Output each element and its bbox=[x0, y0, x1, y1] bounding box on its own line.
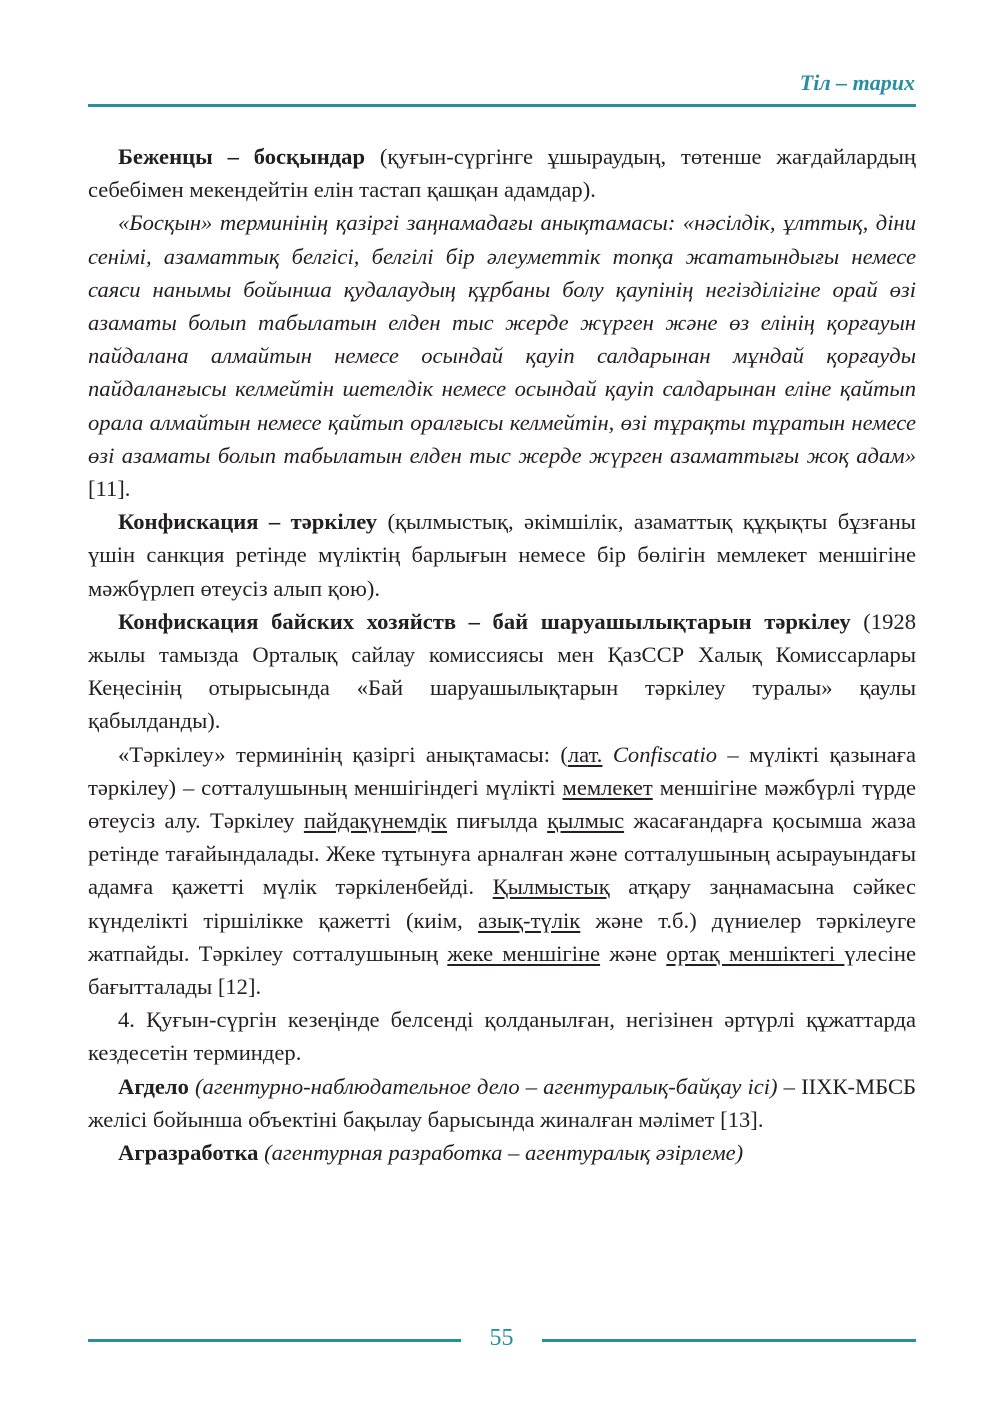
definition-confiscation: (қылмыстық, әкімшілік, азаматтық құқықты бұзғаны үшін санкция ретінде мүліктің барлығын немесе бір бөлігін мемлекет меншігіне мәжбүрлеп өтеусіз алып қою). bbox=[88, 509, 916, 601]
text-segment: жасағандарға қосымша жаза ретінде тағайындалады. Жеке тұтынуға арналған және сотталушының асырауындағы адамға қажетті мүлік тәркіленбейді. bbox=[88, 808, 916, 900]
text-segment: үлесіне бағытталады [12]. bbox=[88, 940, 916, 1000]
translation-agdelo: (агентурно-наблюдательное дело – агентуралық-байқау ісі) bbox=[188, 1073, 778, 1099]
definition-refugees: (қуғын-сүргінге ұшыраудың, төтенше жағдайлардың себебімен мекендейтін елін тастап қашқан адамдар). bbox=[88, 144, 916, 203]
paragraph-agdelo bbox=[88, 1070, 916, 1136]
link-common-property[interactable]: ортақ меншіктегі bbox=[666, 940, 845, 966]
link-state[interactable]: мемлекет bbox=[562, 774, 653, 800]
term-confiscation: Конфискация – тәркілеу bbox=[118, 509, 378, 535]
link-food[interactable]: азық-түлік bbox=[477, 907, 581, 933]
page-number: 55 bbox=[489, 1325, 514, 1351]
latin-word: Confiscatio bbox=[612, 741, 718, 767]
paragraph-confiscation bbox=[88, 505, 916, 605]
link-profit[interactable]: пайдақүнемдік bbox=[303, 808, 448, 834]
text-segment: меншігіне мәжбүрлі түрде өтеусіз алу. Тәркілеу bbox=[88, 774, 916, 834]
paragraph-refugees bbox=[88, 140, 916, 206]
paragraph-confiscation-modern bbox=[88, 738, 916, 1004]
definition-bai-confiscation: (1928 жылы тамызда Орталық сайлау комиссиясы мен ҚазССР Халық Комиссарлары Кеңесінің отырысында «Бай шаруашылықтарын тәркілеу туралы» қаулы қабылданды). bbox=[88, 608, 916, 734]
page-body bbox=[88, 140, 916, 1169]
running-header-title: Тіл – тарих bbox=[799, 70, 915, 95]
link-latin[interactable]: лат. bbox=[567, 741, 603, 767]
text-segment: және т.б.) дүниелер тәркілеуге жатпайды. Тәркілеу сотталушының bbox=[88, 907, 916, 966]
text-segment bbox=[602, 742, 612, 767]
paragraph-refugee-legal-definition bbox=[88, 206, 916, 505]
footer-divider-right bbox=[542, 1339, 916, 1342]
paragraph-agrazrabotka bbox=[88, 1136, 916, 1169]
footer-divider-left bbox=[88, 1339, 461, 1342]
term-bai-confiscation: Конфискация байских хозяйств – бай шаруашылықтарын тәркілеу bbox=[118, 608, 851, 634]
paragraph-bai-confiscation bbox=[88, 605, 916, 738]
link-private-property[interactable]: жеке меншігіне bbox=[447, 940, 601, 966]
translation-agrazrabotka: (агентурная разработка – агентуралық әзірлеме) bbox=[258, 1140, 744, 1166]
text-segment: «Тәркілеу» терминінің қазіргі анықтамасы: ( bbox=[118, 741, 568, 767]
text-segment: пиғылда bbox=[447, 808, 548, 834]
definition-agdelo: – ІІХК-МБСБ желісі бойынша объектіні бақылау барысында жиналған мәлімет [13]. bbox=[88, 1073, 916, 1132]
reference-11: [11]. bbox=[88, 476, 131, 502]
quote-refugee-definition: «Босқын» терминінің қазіргі заңнамадағы анықтамасы: «нәсілдік, ұлттық, діни сенімі, азаматтық белгісі, белгілі бір әлеуметтік топқа жататындығы немесе саяси нанымы бойынша қудалаудың құрбаны болу қаупінің негізділігіне орай өзі азаматы болып табылатын елден тыс жерде жүрген және өз елінің қорғауын пайдалана алмайтын немесе осындай қауіп салдарынан мұндай қорғауды пайдаланғысы келмейтін шетелдік немесе осындай қауіп салдарынан еліне қайтып орала алмайтын немесе қайтып оралғысы келмейтін, өзі тұрақты тұратын немесе өзі азаматы болып табылатын елден тыс жерде жүрген азаматтығы жоқ адам» bbox=[88, 210, 916, 468]
section-4-text: 4. Қуғын-сүргін кезеңінде белсенді қолданылған, негізінен әртүрлі құжаттарда кездесетін терминдер. bbox=[88, 1007, 916, 1066]
link-crime[interactable]: қылмыс bbox=[547, 808, 625, 834]
header-divider bbox=[88, 104, 916, 107]
term-agrazrabotka: Агразработка bbox=[118, 1140, 259, 1166]
paragraph-section-4 bbox=[88, 1003, 916, 1069]
text-segment: – мүлікті қазынаға тәркілеу) – сотталушының меншігіндегі мүлікті bbox=[88, 741, 916, 800]
term-refugees: Беженцы – босқындар bbox=[118, 144, 366, 169]
term-agdelo: Агдело bbox=[118, 1073, 189, 1099]
link-criminal[interactable]: Қылмыстық bbox=[492, 874, 610, 900]
text-segment: атқару заңнамасына сәйкес күнделікті тіршілікке қажетті (киім, bbox=[88, 874, 916, 933]
text-segment: және bbox=[600, 940, 667, 966]
